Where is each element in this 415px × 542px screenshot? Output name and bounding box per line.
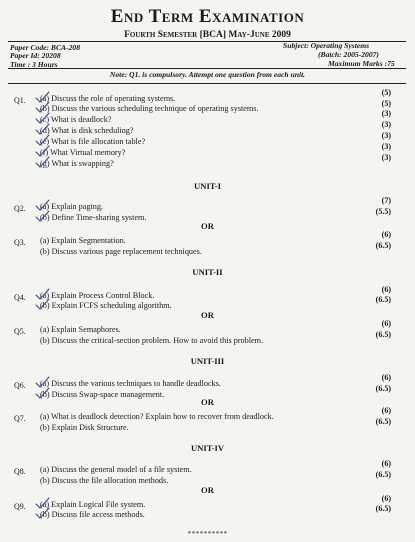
question-part-a-marks: (6) (381, 494, 391, 503)
question-part-a: (a) What is deadlock detection? Explain how to recover from deadlock. (40, 412, 274, 421)
question-part-a-marks: (6) (381, 285, 391, 294)
question-number: Q4. (14, 293, 26, 302)
question-part-a: (a) Explain Process Control Block. (40, 291, 155, 300)
or-divider: OR (201, 485, 214, 495)
subject: Subject: Operating Systems (283, 41, 370, 50)
question-part-a: (a) Discuss the various techniques to handle deadlocks. (40, 379, 221, 388)
question-number: Q5. (14, 327, 26, 336)
question-part-a: (a) Discuss the general model of a file system. (40, 465, 192, 474)
question-number: Q8. (14, 467, 26, 476)
q1-part-d: (d) What is disk scheduling? (40, 126, 134, 135)
question-number: Q3. (14, 238, 26, 247)
question-part-a: (a) Explain Semaphores. (40, 325, 121, 334)
question-part-b: (b) Discuss various page replacement techniques. (40, 247, 202, 256)
exam-subtitle: Fourth Semester [BCA] May-June 2009 (124, 30, 291, 40)
question-number: Q1. (14, 96, 26, 105)
q1-part-c-marks: (3) (381, 109, 391, 118)
exam-note: Note: Q1. is compulsory. Attempt one question from each unit. (109, 70, 306, 79)
q1-part-a-marks: (5) (381, 88, 391, 97)
end-marker: ********** (187, 530, 228, 538)
q1-part-g: (g) What is swapping? (40, 159, 114, 168)
or-divider: OR (201, 310, 214, 320)
question-part-b-marks: (6.5) (375, 384, 391, 393)
question-number: Q6. (14, 381, 26, 390)
question-part-b-marks: (6.5) (375, 417, 391, 426)
unit-heading: UNIT-IV (190, 443, 225, 453)
question-part-a-marks: (7) (381, 196, 391, 205)
q1-part-b: (b) Discuss the various scheduling technique of operating systems. (40, 104, 259, 113)
q1-part-b-marks: (5) (381, 99, 391, 108)
question-part-a-marks: (6) (381, 319, 391, 328)
q1-part-a: (a) Discuss the role of operating systems. (40, 94, 176, 103)
question-part-a-marks: (6) (381, 459, 391, 468)
question-part-b: (b) Explain Disk Structure. (40, 423, 129, 432)
q1-part-f: (f) What Virtual memory? (40, 148, 126, 157)
question-part-a: (a) Explain paging. (40, 202, 103, 211)
question-part-a: (a) Explain Logical File system. (40, 500, 146, 509)
question-part-a-marks: (6) (381, 230, 391, 239)
q1-part-f-marks: (3) (381, 142, 391, 151)
paper-id: Paper Id: 20208 (10, 51, 61, 60)
question-part-b: (b) Explain FCFS scheduling algorithm. (40, 301, 172, 310)
question-part-b: (b) Define Time-sharing system. (40, 213, 147, 222)
or-divider: OR (201, 221, 214, 231)
question-part-b-marks: (6.5) (375, 504, 391, 513)
question-part-b-marks: (6.5) (375, 330, 391, 339)
unit-heading: UNIT-II (192, 267, 223, 277)
q1-part-c: (c) What is deadlock? (40, 115, 112, 124)
q1-part-e: (e) What is file allocation table? (40, 137, 146, 146)
or-divider: OR (201, 397, 214, 407)
exam-time: Time : 3 Hours (10, 60, 58, 69)
question-part-b-marks: (5.5) (375, 207, 391, 216)
question-part-b: (b) Discuss Swap-space management. (40, 390, 165, 399)
unit-heading: UNIT-III (190, 356, 225, 366)
q1-part-d-marks: (3) (381, 120, 391, 129)
unit-heading: UNIT-I (194, 181, 221, 191)
question-number: Q2. (14, 204, 26, 213)
q1-part-e-marks: (3) (381, 131, 391, 140)
paper-code: Paper Code: BCA-208 (10, 43, 81, 52)
max-marks: Maximum Marks :75 (328, 59, 395, 68)
question-part-b-marks: (6.5) (375, 241, 391, 250)
question-number: Q9. (14, 502, 26, 511)
question-part-b-marks: (6.5) (375, 295, 391, 304)
question-part-a-marks: (6) (381, 373, 391, 382)
q1-part-g-marks: (3) (381, 153, 391, 162)
header-divider (8, 68, 406, 69)
exam-title: End Term Examination (110, 6, 305, 27)
question-part-b: (b) Discuss the critical-section problem. How to avoid this problem. (40, 336, 264, 345)
question-part-b: (b) Discuss file access methods. (40, 510, 145, 519)
question-part-b-marks: (6.5) (375, 470, 391, 479)
question-part-a-marks: (6) (381, 406, 391, 415)
batch: (Batch: 2005-2007) (318, 50, 379, 59)
question-number: Q7. (14, 414, 26, 423)
question-part-b: (b) Discuss the file allocation methods. (40, 476, 169, 485)
question-part-a: (a) Explain Segmentation. (40, 236, 126, 245)
